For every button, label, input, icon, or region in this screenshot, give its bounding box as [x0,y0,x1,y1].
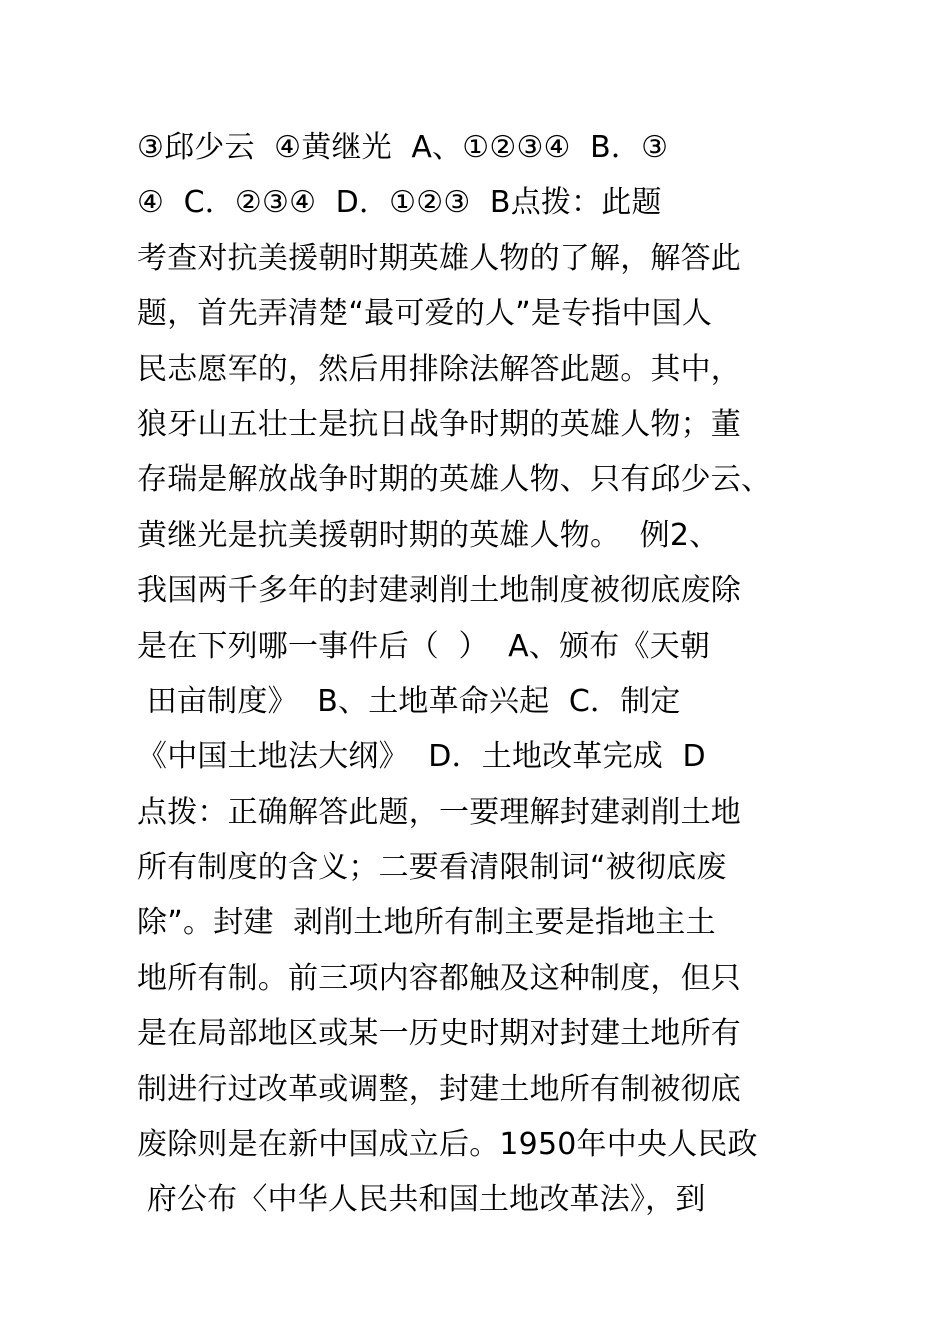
document-text-body [137,120,837,1228]
text-line: 制进行过改革或调整，封建土地所有制被彻底 [137,1071,741,1107]
text-line: 所有制度的含义；二要看清限制词“被彻底废 [137,850,727,886]
text-line: 《中国土地法大纲》 D．土地改革完成 D [137,739,706,775]
text-line: 除”。封建 剥削土地所有制主要是指地主土 [137,905,716,941]
text-line: 题，首先弄清楚“最可爱的人”是专指中国人 [137,296,713,332]
text-line: 田亩制度》 B、土地革命兴起 C．制定 [137,683,681,719]
text-line: 是在局部地区或某一历史时期对封建土地所有 [137,1016,741,1052]
text-line: 府公布〈中华人民共和国土地改革法》，到 [137,1182,706,1218]
text-line: ④ C．②③④ D．①②③ B点拨：此题 [137,185,662,221]
text-line: 狼牙山五壮士是抗日战争时期的英雄人物；董 [137,406,741,442]
text-line: 民志愿军的，然后用排除法解答此题。其中， [137,351,741,387]
text-line: 黄继光是抗美援朝时期的英雄人物。 例2、 [137,517,720,553]
text-line: 地所有制。前三项内容都触及这种制度，但只 [137,960,741,996]
text-line: 我国两千多年的封建剥削土地制度被彻底废除 [137,573,741,609]
text-line: 考查对抗美援朝时期英雄人物的了解，解答此 [137,240,741,276]
text-line: 存瑞是解放战争时期的英雄人物、只有邱少云、 [137,462,772,498]
text-line: 是在下列哪一事件后（ ） A、颁布《天朝 [137,628,711,664]
text-line: 点拨：正确解答此题，一要理解封建剥削土地 [137,794,741,830]
text-line: 废除则是在新中国成立后。1950年中央人民政 [137,1127,758,1163]
text-line: ③邱少云 ④黄继光 A、①②③④ B．③ [137,130,669,165]
